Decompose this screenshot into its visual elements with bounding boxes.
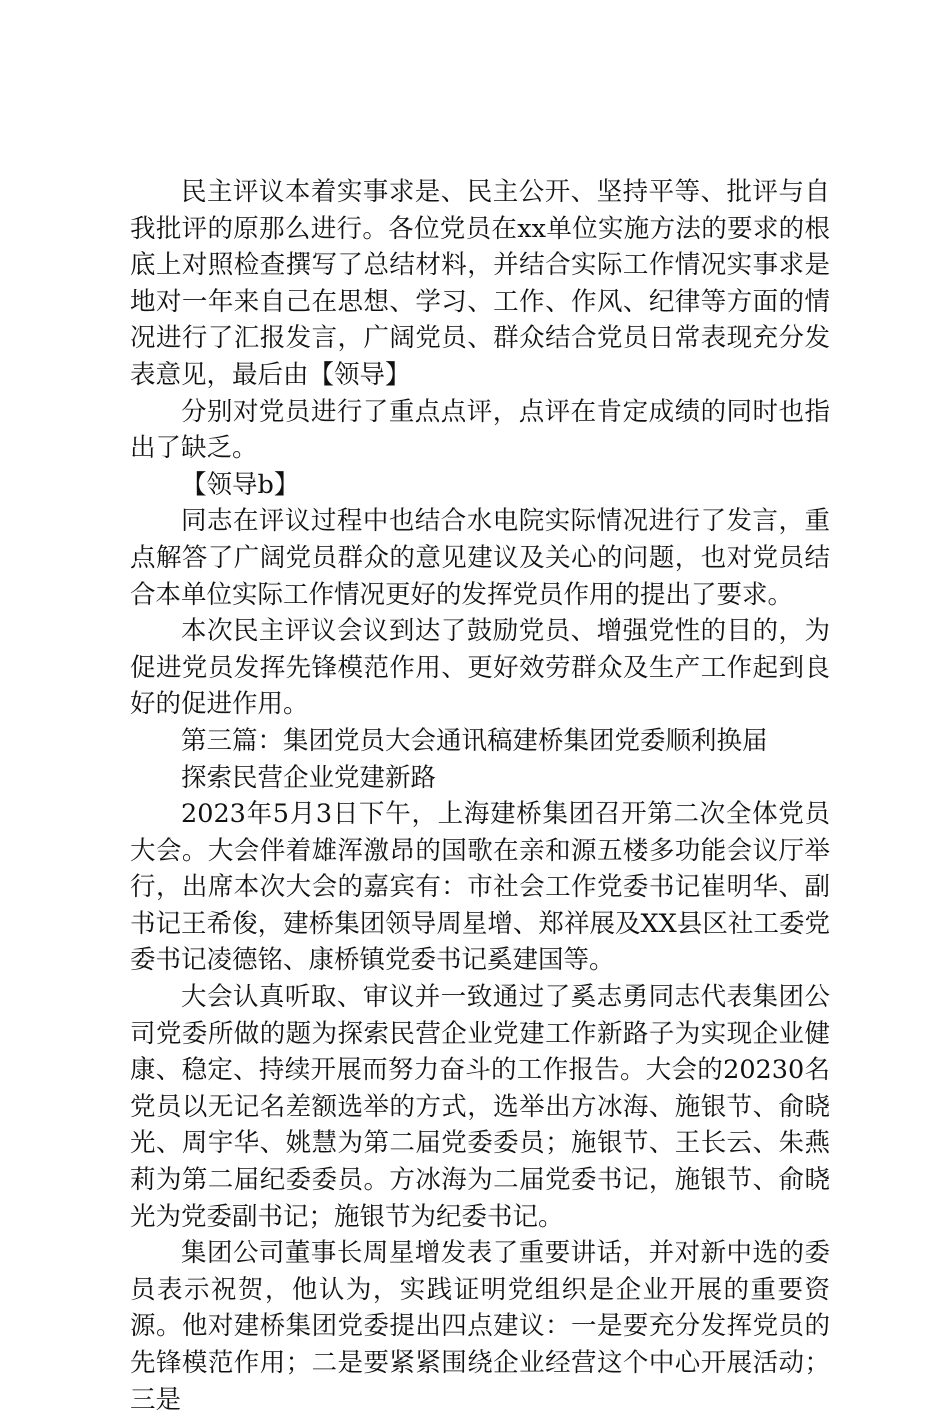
document-body <box>130 174 830 1418</box>
paragraph-democratic-review: 民主评议本着实事求是、民主公开、坚持平等、批评与自我批评的原那么进行。各位党员在xx单位实施方法的要求的根底上对照检查撰写了总结材料，并结合实际工作情况实事求是地对一年来自己在思想、学习、工作、作风、纪律等方面的情况进行了汇报发言，广阔党员、群众结合党员日常表现充分发表意见，最后由【领导】 <box>130 177 830 390</box>
section-subheading: 探索民营企业党建新路 <box>181 762 437 793</box>
section-heading-part-three: 第三篇：集团党员大会通讯稿建桥集团党委顺利换届 <box>181 725 768 756</box>
paragraph-election-results: 大会认真听取、审议并一致通过了奚志勇同志代表集团公司党委所做的题为探索民营企业党建工作新路子为实现企业健康、稳定、持续开展而努力奋斗的工作报告。大会的20230名党员以无记名差额选举的方式，选举出方冰海、施银节、俞晓光、周宇华、姚慧为第二届党委委员；施银节、王长云、朱燕莉为第二届纪委委员。方冰海为二届党委书记，施银节、俞晓光为党委副书记；施银节为纪委书记。 <box>130 982 830 1232</box>
paragraph-comrade-speech: 同志在评议过程中也结合水电院实际情况进行了发言，重点解答了广阔党员群众的意见建议及关心的问题，也对党员结合本单位实际工作情况更好的发挥党员作用的提出了要求。 <box>130 506 830 610</box>
paragraph-congress-opening: 2023年5月3日下午，上海建桥集团召开第二次全体党员大会。大会伴着雄浑激昂的国歌在亲和源五楼多功能会议厅举行，出席本次大会的嘉宾有：市社会工作党委书记崔明华、副书记王希俊，建桥集团领导周星增、郑祥展及XX县区社工委党委书记凌德铭、康桥镇党委书记奚建国等。 <box>130 799 830 976</box>
paragraph-meeting-purpose: 本次民主评议会议到达了鼓励党员、增强党性的目的，为促进党员发挥先锋模范作用、更好效劳群众及生产工作起到良好的促进作用。 <box>130 616 830 720</box>
paragraph-chairman-speech: 集团公司董事长周星增发表了重要讲话，并对新中选的委员表示祝贺，他认为，实践证明党组织是企业开展的重要资源。他对建桥集团党委提出四点建议：一是要充分发挥党员的先锋模范作用；二是要紧紧围绕企业经营这个中心开展活动；三是 <box>130 1238 830 1415</box>
paragraph-leader-b: 【领导b】 <box>181 469 300 500</box>
paragraph-leader-review: 分别对党员进行了重点点评，点评在肯定成绩的同时也指出了缺乏。 <box>130 396 830 464</box>
